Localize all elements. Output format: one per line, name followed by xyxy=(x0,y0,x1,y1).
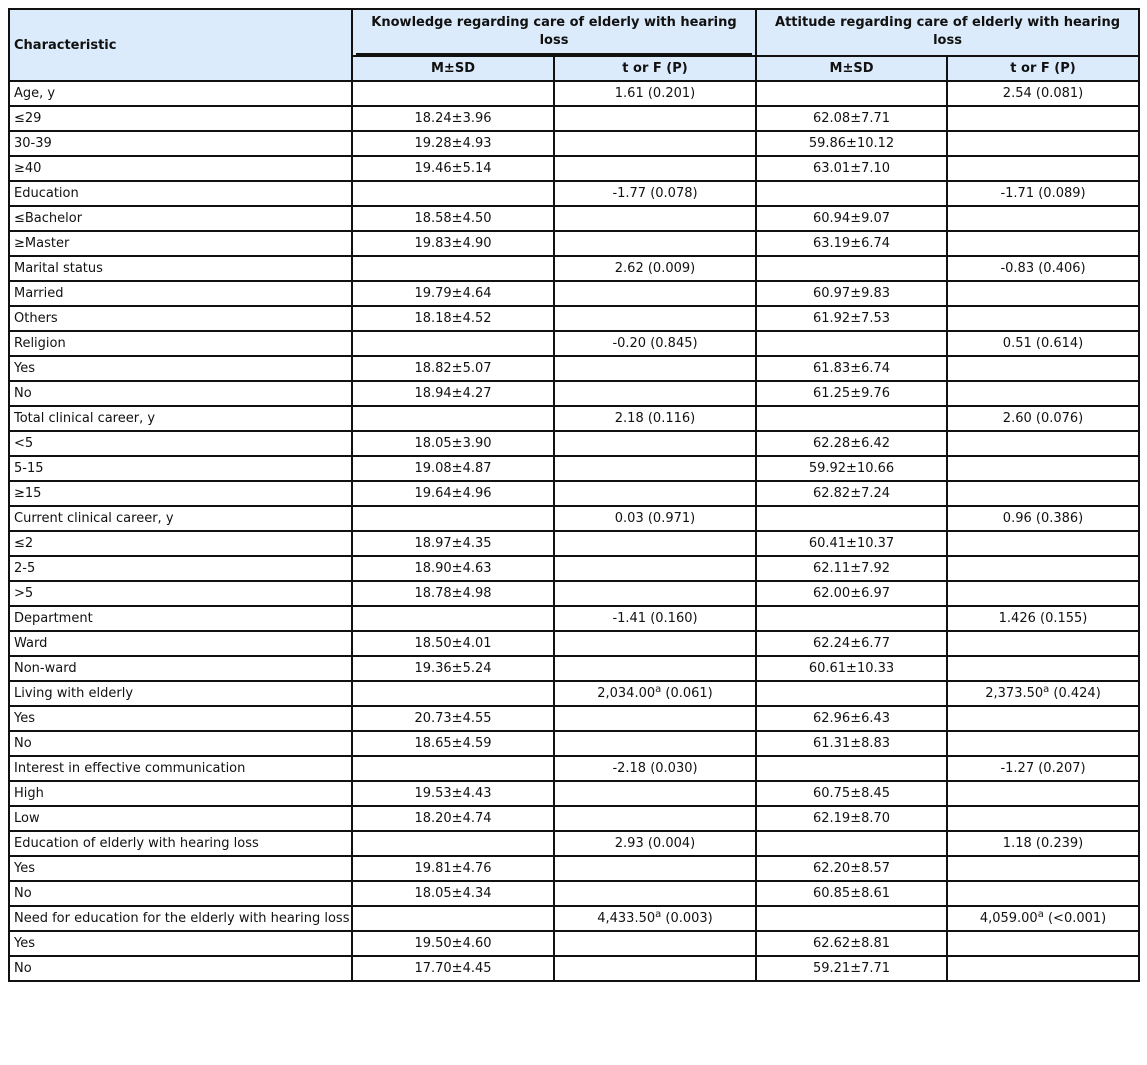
knowledge-tf-cell xyxy=(554,656,756,681)
table-row xyxy=(9,406,1139,431)
table-row xyxy=(9,681,1139,706)
attitude-tf-cell: -0.83 (0.406) xyxy=(947,256,1139,281)
knowledge-msd-cell: 18.50±4.01 xyxy=(352,631,554,656)
knowledge-msd-cell xyxy=(352,906,554,931)
attitude-tf-cell: -1.71 (0.089) xyxy=(947,181,1139,206)
table-row xyxy=(9,706,1139,731)
knowledge-tf-cell: -1.77 (0.078) xyxy=(554,181,756,206)
table-row xyxy=(9,881,1139,906)
row-label: ≤Bachelor xyxy=(9,206,352,231)
attitude-tf-cell xyxy=(947,656,1139,681)
table-row xyxy=(9,456,1139,481)
table-row xyxy=(9,731,1139,756)
knowledge-msd-cell xyxy=(352,181,554,206)
attitude-msd-cell: 60.97±9.83 xyxy=(756,281,947,306)
row-label: No xyxy=(9,956,352,981)
knowledge-tf-cell xyxy=(554,581,756,606)
knowledge-tf-cell xyxy=(554,231,756,256)
knowledge-msd-cell: 19.50±4.60 xyxy=(352,931,554,956)
attitude-tf-cell xyxy=(947,556,1139,581)
knowledge-msd-cell xyxy=(352,331,554,356)
knowledge-msd-cell: 18.65±4.59 xyxy=(352,731,554,756)
knowledge-msd-cell: 18.58±4.50 xyxy=(352,206,554,231)
knowledge-msd-cell: 18.24±3.96 xyxy=(352,106,554,131)
knowledge-msd-header: M±SD xyxy=(352,56,554,81)
knowledge-msd-cell: 19.46±5.14 xyxy=(352,156,554,181)
attitude-msd-cell xyxy=(756,406,947,431)
attitude-msd-cell xyxy=(756,681,947,706)
row-label: High xyxy=(9,781,352,806)
row-label: ≥Master xyxy=(9,231,352,256)
attitude-tf-cell xyxy=(947,581,1139,606)
knowledge-group-header xyxy=(352,9,756,56)
knowledge-tf-cell xyxy=(554,431,756,456)
knowledge-msd-cell: 19.53±4.43 xyxy=(352,781,554,806)
table-row xyxy=(9,381,1139,406)
knowledge-msd-cell: 19.28±4.93 xyxy=(352,131,554,156)
knowledge-tf-cell xyxy=(554,281,756,306)
attitude-msd-cell xyxy=(756,181,947,206)
row-label: Others xyxy=(9,306,352,331)
row-label: Education of elderly with hearing loss xyxy=(9,831,352,856)
table-row xyxy=(9,906,1139,931)
knowledge-msd-cell: 20.73±4.55 xyxy=(352,706,554,731)
table-row xyxy=(9,931,1139,956)
table-row xyxy=(9,581,1139,606)
attitude-msd-cell: 62.11±7.92 xyxy=(756,556,947,581)
row-label: Religion xyxy=(9,331,352,356)
table-row xyxy=(9,231,1139,256)
attitude-group-title: Attitude regarding care of elderly with hearing loss xyxy=(775,15,1121,48)
attitude-tf-cell: 1.18 (0.239) xyxy=(947,831,1139,856)
table-row xyxy=(9,831,1139,856)
attitude-tf-cell xyxy=(947,706,1139,731)
row-label: Age, y xyxy=(9,81,352,106)
knowledge-tf-cell-superscript: a xyxy=(655,909,662,920)
table-row xyxy=(9,431,1139,456)
knowledge-tf-cell xyxy=(554,481,756,506)
attitude-msd-cell: 61.83±6.74 xyxy=(756,356,947,381)
table-row xyxy=(9,556,1139,581)
attitude-msd-cell: 60.41±10.37 xyxy=(756,531,947,556)
attitude-msd-cell: 63.19±6.74 xyxy=(756,231,947,256)
attitude-msd-cell xyxy=(756,256,947,281)
knowledge-msd-cell: 17.70±4.45 xyxy=(352,956,554,981)
row-label: <5 xyxy=(9,431,352,456)
knowledge-tf-cell xyxy=(554,706,756,731)
knowledge-tf-cell xyxy=(554,356,756,381)
knowledge-tf-cell: -2.18 (0.030) xyxy=(554,756,756,781)
table-row xyxy=(9,781,1139,806)
knowledge-tf-cell xyxy=(554,531,756,556)
attitude-tf-cell xyxy=(947,281,1139,306)
attitude-tf-cell xyxy=(947,856,1139,881)
knowledge-tf-header: t or F (P) xyxy=(554,56,756,81)
attitude-tf-cell xyxy=(947,806,1139,831)
attitude-msd-cell xyxy=(756,331,947,356)
row-label: Interest in effective communication xyxy=(9,756,352,781)
knowledge-msd-cell: 18.97±4.35 xyxy=(352,531,554,556)
attitude-tf-cell: -1.27 (0.207) xyxy=(947,756,1139,781)
knowledge-msd-cell: 19.64±4.96 xyxy=(352,481,554,506)
knowledge-msd-cell xyxy=(352,406,554,431)
results-table xyxy=(8,8,1140,982)
knowledge-msd-cell: 18.18±4.52 xyxy=(352,306,554,331)
attitude-tf-cell-value: 2,373.50 xyxy=(985,686,1044,701)
attitude-tf-cell: 2.54 (0.081) xyxy=(947,81,1139,106)
knowledge-msd-cell: 18.94±4.27 xyxy=(352,381,554,406)
knowledge-msd-cell: 18.05±3.90 xyxy=(352,431,554,456)
table-row xyxy=(9,956,1139,981)
attitude-tf-cell xyxy=(947,781,1139,806)
table-row xyxy=(9,206,1139,231)
knowledge-tf-cell: -1.41 (0.160) xyxy=(554,606,756,631)
knowledge-tf-cell-value: 4,433.50 xyxy=(597,911,656,926)
attitude-tf-cell xyxy=(947,681,1139,706)
row-label: 30-39 xyxy=(9,131,352,156)
attitude-tf-cell-p-value: (<0.001) xyxy=(1043,911,1107,926)
row-label: 5-15 xyxy=(9,456,352,481)
row-label: Current clinical career, y xyxy=(9,506,352,531)
attitude-tf-cell xyxy=(947,631,1139,656)
knowledge-group-title: Knowledge regarding care of elderly with hearing loss xyxy=(356,14,752,55)
row-label: ≤29 xyxy=(9,106,352,131)
attitude-msd-cell: 61.92±7.53 xyxy=(756,306,947,331)
table-row xyxy=(9,806,1139,831)
header-row-groups xyxy=(9,9,1139,56)
row-label: No xyxy=(9,381,352,406)
table-row xyxy=(9,506,1139,531)
row-label: Yes xyxy=(9,931,352,956)
attitude-tf-cell xyxy=(947,106,1139,131)
knowledge-tf-cell xyxy=(554,381,756,406)
table-row xyxy=(9,156,1139,181)
knowledge-msd-cell: 18.05±4.34 xyxy=(352,881,554,906)
knowledge-tf-cell xyxy=(554,781,756,806)
row-label: No xyxy=(9,731,352,756)
attitude-tf-cell: 0.96 (0.386) xyxy=(947,506,1139,531)
knowledge-msd-cell: 19.36±5.24 xyxy=(352,656,554,681)
attitude-msd-cell: 63.01±7.10 xyxy=(756,156,947,181)
table-row xyxy=(9,606,1139,631)
attitude-tf-cell xyxy=(947,156,1139,181)
attitude-tf-cell: 1.426 (0.155) xyxy=(947,606,1139,631)
table-row xyxy=(9,356,1139,381)
attitude-tf-cell xyxy=(947,481,1139,506)
attitude-msd-cell: 59.92±10.66 xyxy=(756,456,947,481)
knowledge-msd-cell xyxy=(352,831,554,856)
row-label: Education xyxy=(9,181,352,206)
attitude-tf-cell xyxy=(947,231,1139,256)
attitude-msd-cell: 61.25±9.76 xyxy=(756,381,947,406)
attitude-tf-cell-superscript: a xyxy=(1037,909,1044,920)
row-label: Married xyxy=(9,281,352,306)
knowledge-msd-cell xyxy=(352,606,554,631)
knowledge-tf-cell xyxy=(554,206,756,231)
table-body xyxy=(9,81,1139,981)
attitude-tf-cell xyxy=(947,356,1139,381)
row-label: Yes xyxy=(9,706,352,731)
knowledge-msd-cell xyxy=(352,256,554,281)
attitude-msd-cell: 62.19±8.70 xyxy=(756,806,947,831)
knowledge-tf-cell xyxy=(554,931,756,956)
table-row xyxy=(9,531,1139,556)
knowledge-msd-cell: 19.83±4.90 xyxy=(352,231,554,256)
table-row xyxy=(9,631,1139,656)
attitude-msd-cell xyxy=(756,756,947,781)
knowledge-tf-cell-p-value: (0.061) xyxy=(661,686,713,701)
attitude-msd-cell xyxy=(756,831,947,856)
knowledge-tf-cell: 2.93 (0.004) xyxy=(554,831,756,856)
row-label: ≤2 xyxy=(9,531,352,556)
knowledge-tf-cell-p-value: (0.003) xyxy=(661,911,713,926)
row-label: Need for education for the elderly with hearing loss xyxy=(9,906,352,931)
knowledge-tf-cell xyxy=(554,681,756,706)
attitude-tf-cell-p-value: (0.424) xyxy=(1049,686,1101,701)
knowledge-tf-cell xyxy=(554,556,756,581)
knowledge-msd-cell: 19.79±4.64 xyxy=(352,281,554,306)
knowledge-tf-cell xyxy=(554,906,756,931)
attitude-msd-cell xyxy=(756,506,947,531)
knowledge-tf-cell: 2.62 (0.009) xyxy=(554,256,756,281)
table-row xyxy=(9,131,1139,156)
attitude-msd-cell: 62.62±8.81 xyxy=(756,931,947,956)
table-row xyxy=(9,756,1139,781)
table-row xyxy=(9,81,1139,106)
attitude-tf-cell: 2.60 (0.076) xyxy=(947,406,1139,431)
row-label: Yes xyxy=(9,856,352,881)
row-label: Ward xyxy=(9,631,352,656)
characteristic-header: Characteristic xyxy=(9,9,352,81)
knowledge-msd-cell xyxy=(352,506,554,531)
attitude-msd-cell xyxy=(756,606,947,631)
table-row xyxy=(9,331,1139,356)
knowledge-tf-cell: 1.61 (0.201) xyxy=(554,81,756,106)
knowledge-tf-cell: 2.18 (0.116) xyxy=(554,406,756,431)
attitude-msd-cell xyxy=(756,81,947,106)
knowledge-msd-cell xyxy=(352,756,554,781)
knowledge-tf-cell: 0.03 (0.971) xyxy=(554,506,756,531)
knowledge-msd-cell: 19.08±4.87 xyxy=(352,456,554,481)
knowledge-msd-cell: 18.78±4.98 xyxy=(352,581,554,606)
knowledge-tf-cell xyxy=(554,881,756,906)
row-label: Marital status xyxy=(9,256,352,281)
knowledge-tf-cell xyxy=(554,131,756,156)
attitude-msd-cell: 62.20±8.57 xyxy=(756,856,947,881)
attitude-tf-header: t or F (P) xyxy=(947,56,1139,81)
attitude-tf-cell xyxy=(947,131,1139,156)
row-label: ≥40 xyxy=(9,156,352,181)
knowledge-msd-cell xyxy=(352,681,554,706)
attitude-msd-cell xyxy=(756,906,947,931)
knowledge-tf-cell: -0.20 (0.845) xyxy=(554,331,756,356)
knowledge-tf-cell-value: 2,034.00 xyxy=(597,686,656,701)
row-label: No xyxy=(9,881,352,906)
attitude-msd-cell: 62.24±6.77 xyxy=(756,631,947,656)
knowledge-msd-cell: 18.20±4.74 xyxy=(352,806,554,831)
knowledge-tf-cell xyxy=(554,956,756,981)
row-label: Living with elderly xyxy=(9,681,352,706)
attitude-msd-cell: 59.86±10.12 xyxy=(756,131,947,156)
knowledge-tf-cell xyxy=(554,306,756,331)
attitude-tf-cell xyxy=(947,306,1139,331)
attitude-tf-cell: 0.51 (0.614) xyxy=(947,331,1139,356)
attitude-msd-header: M±SD xyxy=(756,56,947,81)
attitude-tf-cell xyxy=(947,731,1139,756)
row-label: ≥15 xyxy=(9,481,352,506)
attitude-tf-cell xyxy=(947,531,1139,556)
knowledge-tf-cell xyxy=(554,631,756,656)
row-label: Department xyxy=(9,606,352,631)
attitude-tf-cell xyxy=(947,906,1139,931)
knowledge-tf-cell xyxy=(554,106,756,131)
row-label: Total clinical career, y xyxy=(9,406,352,431)
knowledge-tf-cell xyxy=(554,806,756,831)
row-label: 2-5 xyxy=(9,556,352,581)
knowledge-msd-cell xyxy=(352,81,554,106)
knowledge-tf-cell-superscript: a xyxy=(655,684,662,695)
attitude-group-header xyxy=(756,9,1139,56)
knowledge-tf-cell xyxy=(554,156,756,181)
table-row xyxy=(9,306,1139,331)
row-label: Low xyxy=(9,806,352,831)
attitude-msd-cell: 62.08±7.71 xyxy=(756,106,947,131)
attitude-msd-cell: 60.75±8.45 xyxy=(756,781,947,806)
attitude-msd-cell: 60.94±9.07 xyxy=(756,206,947,231)
table-row xyxy=(9,181,1139,206)
attitude-tf-cell xyxy=(947,931,1139,956)
table-row xyxy=(9,256,1139,281)
attitude-tf-cell xyxy=(947,456,1139,481)
table-row xyxy=(9,106,1139,131)
knowledge-tf-cell xyxy=(554,456,756,481)
attitude-msd-cell: 62.00±6.97 xyxy=(756,581,947,606)
row-label: Yes xyxy=(9,356,352,381)
attitude-msd-cell: 62.28±6.42 xyxy=(756,431,947,456)
table-row xyxy=(9,656,1139,681)
attitude-msd-cell: 62.96±6.43 xyxy=(756,706,947,731)
knowledge-tf-cell xyxy=(554,856,756,881)
attitude-msd-cell: 61.31±8.83 xyxy=(756,731,947,756)
knowledge-msd-cell: 18.90±4.63 xyxy=(352,556,554,581)
attitude-tf-cell-value: 4,059.00 xyxy=(979,911,1038,926)
attitude-tf-cell xyxy=(947,956,1139,981)
table-row xyxy=(9,481,1139,506)
attitude-tf-cell-superscript: a xyxy=(1043,684,1050,695)
knowledge-tf-cell xyxy=(554,731,756,756)
table-header xyxy=(9,9,1139,81)
table-row xyxy=(9,856,1139,881)
attitude-msd-cell: 60.85±8.61 xyxy=(756,881,947,906)
table-row xyxy=(9,281,1139,306)
knowledge-msd-cell: 18.82±5.07 xyxy=(352,356,554,381)
attitude-tf-cell xyxy=(947,206,1139,231)
attitude-tf-cell xyxy=(947,431,1139,456)
attitude-msd-cell: 62.82±7.24 xyxy=(756,481,947,506)
row-label: >5 xyxy=(9,581,352,606)
knowledge-msd-cell: 19.81±4.76 xyxy=(352,856,554,881)
attitude-msd-cell: 59.21±7.71 xyxy=(756,956,947,981)
row-label: Non-ward xyxy=(9,656,352,681)
attitude-tf-cell xyxy=(947,881,1139,906)
attitude-msd-cell: 60.61±10.33 xyxy=(756,656,947,681)
attitude-tf-cell xyxy=(947,381,1139,406)
